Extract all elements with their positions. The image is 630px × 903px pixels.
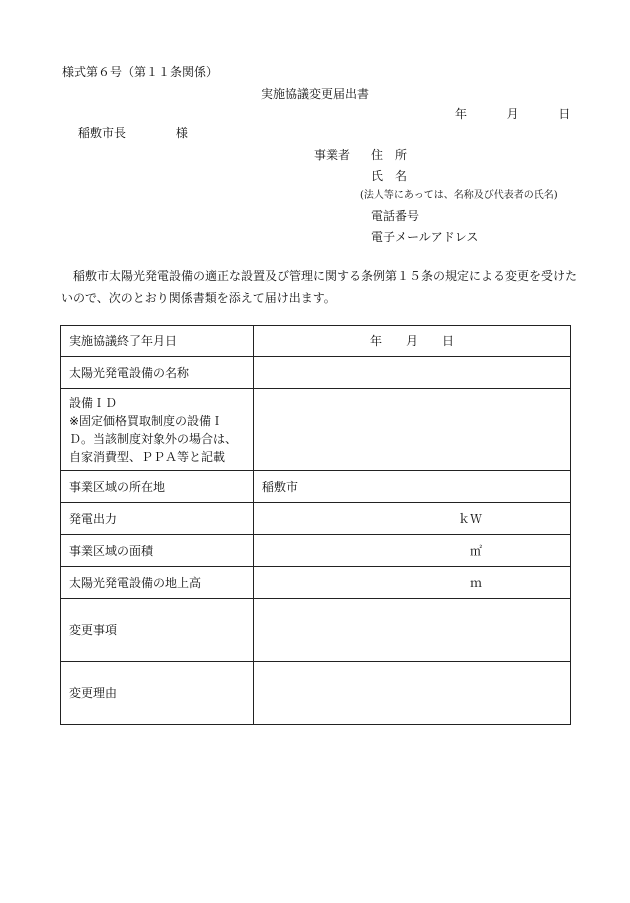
recipient xyxy=(78,125,188,141)
row-label-area: 事業区域の面積 xyxy=(61,535,254,567)
table-row xyxy=(61,471,571,503)
submission-date xyxy=(455,106,570,122)
phone-label: 電話番号 xyxy=(371,209,420,223)
table-row xyxy=(61,389,571,471)
location-field[interactable]: 稲敷市 xyxy=(254,471,571,503)
facility-id-field[interactable] xyxy=(254,389,571,471)
facility-id-label-text: 設備ＩＤ ※固定価格買取制度の設備ＩＤ。当該制度対象外の場合は、自家消費型、ＰＰＡ等と記載 xyxy=(69,395,238,464)
table-row xyxy=(61,357,571,389)
height-field[interactable] xyxy=(254,567,571,599)
row-label-facility-name: 太陽光発電設備の名称 xyxy=(61,357,254,389)
area-field[interactable] xyxy=(254,535,571,567)
notification-table xyxy=(60,325,571,725)
document-title: 実施協議変更届出書 xyxy=(260,87,369,101)
table-row xyxy=(61,567,571,599)
row-label-height: 太陽光発電設備の地上高 xyxy=(61,567,254,599)
date-day-label: 日 xyxy=(558,107,571,121)
row-label-facility-id xyxy=(61,389,254,471)
form-number: 様式第６号（第１１条関係） xyxy=(62,65,219,79)
email-label: 電子メールアドレス xyxy=(371,230,479,244)
facility-name-field[interactable] xyxy=(254,357,571,389)
end-date-field[interactable]: 年 月 日 xyxy=(254,326,571,357)
height-unit: ｍ xyxy=(469,575,482,590)
area-unit: ㎡ xyxy=(469,543,482,558)
table-row xyxy=(61,535,571,567)
declaration-text: 稲敷市太陽光発電設備の適正な設置及び管理に関する条例第１５条の規定による変更を受けたいので、次のとおり関係書類を添えて届け出ます。 xyxy=(61,269,578,305)
recipient-name: 稲敷市長 xyxy=(78,126,127,140)
changes-field[interactable] xyxy=(254,599,571,662)
table-row xyxy=(61,326,571,357)
recipient-suffix: 様 xyxy=(175,126,188,140)
address-label: 住 所 xyxy=(371,148,408,162)
date-month-label: 月 xyxy=(506,107,519,121)
date-year-label: 年 xyxy=(455,107,468,121)
table-row xyxy=(61,599,571,662)
reason-field[interactable] xyxy=(254,662,571,725)
row-label-output: 発電出力 xyxy=(61,503,254,535)
row-label-end-date: 実施協議終了年月日 xyxy=(61,326,254,357)
table-row xyxy=(61,503,571,535)
row-label-location: 事業区域の所在地 xyxy=(61,471,254,503)
row-label-changes: 変更事項 xyxy=(61,599,254,662)
applicant-label: 事業者 xyxy=(314,148,351,162)
name-label: 氏 名 xyxy=(371,169,408,183)
table-row xyxy=(61,662,571,725)
name-note: (法人等にあっては、名称及び代表者の氏名) xyxy=(360,190,558,201)
output-field[interactable] xyxy=(254,503,571,535)
row-label-reason: 変更理由 xyxy=(61,662,254,725)
output-unit: ｋＷ xyxy=(457,511,482,526)
